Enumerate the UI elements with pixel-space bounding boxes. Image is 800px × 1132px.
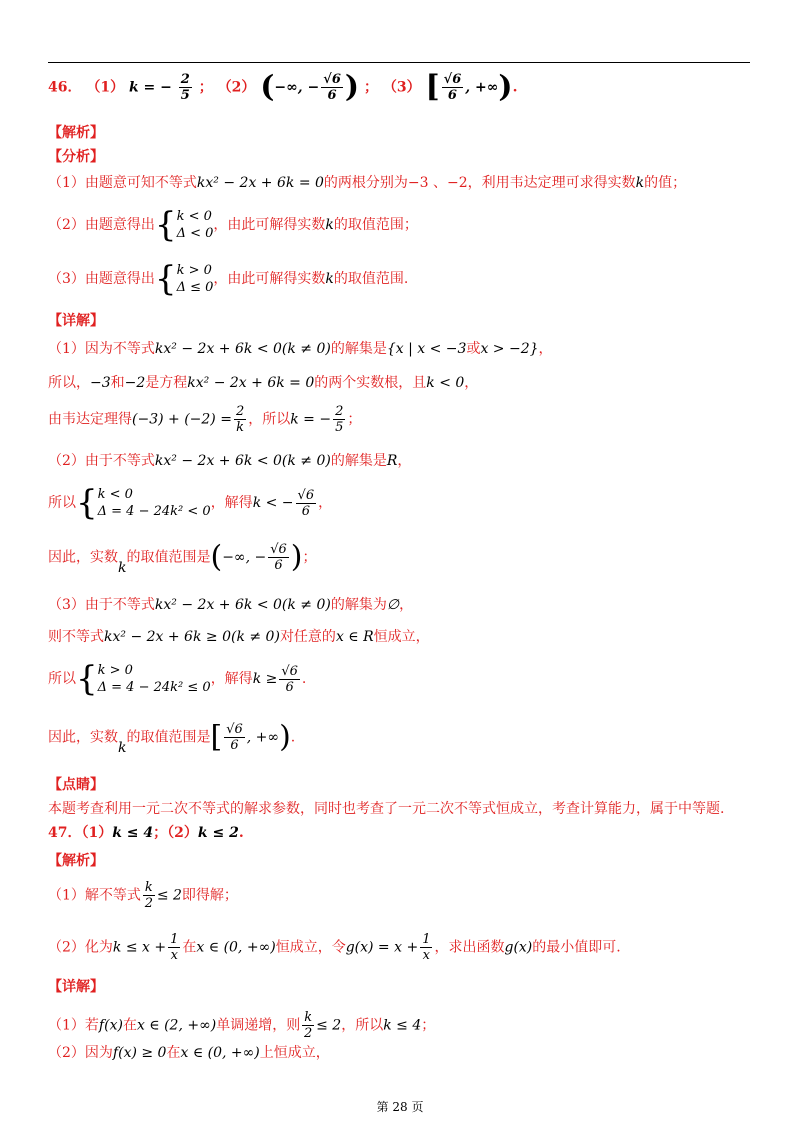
detail-10: 因此，实数k的取值范围是[ $\frac{√6}{6}$ , +∞). [48, 719, 296, 756]
detail-1: （1）因为不等式kx² − 2x + 6k < 0(k ≠ 0)的解集是{x | x < −3或x > −2}， [48, 341, 553, 357]
q47-detail-2: （2）因为f(x) ≥ 0在x ∈ (0, +∞)上恒成立， [48, 1045, 330, 1061]
detail-3: 由韦达定理得(−3) + (−2) = $\frac{2}{k}$ ，所以k = − $\frac{2}{5}$ ； [48, 404, 362, 435]
q46-number: 46． [48, 79, 82, 96]
section-jiexi-47: 【解析】 [48, 853, 104, 869]
summary: 本题考查利用一元二次不等式的解求参数，同时也考查了一元二次不等式恒成立，考查计算能力，属于中等题. [48, 801, 725, 817]
q47-analysis-1: （1）解不等式 $\frac{k}{2}$ ≤ 2即得解； [48, 880, 238, 911]
analysis-2: （2）由题意得出{k < 0 Δ < 0，由此可解得实数k的取值范围； [48, 205, 418, 245]
detail-5: 所以{k < 0 Δ = 4 − 24k² < 0，解得k < − $\frac{√6}{6}$ ， [48, 483, 333, 523]
detail-2: 所以，−3和−2是方程kx² − 2x + 6k = 0的两个实数根，且k < 0， [48, 375, 479, 391]
q47-detail-1: （1）若f(x)在x ∈ (2, +∞)单调递增，则 $\frac{k}{2}$ ≤ 2，所以k ≤ 4； [48, 1010, 436, 1041]
page-footer: 第 28 页 [376, 1100, 424, 1114]
header-rule [48, 62, 750, 63]
q47-analysis-2: （2）化为k ≤ x + $\frac{1}{x}$ 在x ∈ (0, +∞)恒成立，令g(x) = x + $\frac{1}{x}$ ，求出函数g(x)的最小值即可. [48, 932, 621, 963]
q47-number: 47． [48, 825, 82, 841]
section-dianjing: 【点睛】 [48, 777, 104, 793]
detail-6: 因此，实数k的取值范围是(−∞, − $\frac{√6}{6}$ )； [48, 539, 317, 576]
detail-8: 则不等式kx² − 2x + 6k ≥ 0(k ≠ 0)对任意的x ∈ R恒成立， [48, 629, 430, 645]
analysis-3: （3）由题意得出{k > 0 Δ ≤ 0，由此可解得实数k的取值范围. [48, 259, 409, 299]
section-xiangjie-47: 【详解】 [48, 979, 104, 995]
q47-answer: 47．（1）k ≤ 4；（2）k ≤ 2. [48, 825, 244, 841]
detail-7: （3）由于不等式kx² − 2x + 6k < 0(k ≠ 0)的解集为∅， [48, 597, 414, 613]
detail-9: 所以{k > 0 Δ = 4 − 24k² ≤ 0，解得k ≥ $\frac{√6}{6}$ . [48, 659, 307, 699]
analysis-1: （1）由题意可知不等式kx² − 2x + 6k = 0的两根分别为−3 、−2，利用韦达定理可求得实数k的值； [48, 175, 687, 191]
section-jiexi: 【解析】 [48, 125, 104, 141]
q46-answer: 46． （1） k = − $\frac{2}{5}$ ； （2） (−∞, − $\frac{√6}{6}$ ) ； （3） [ $\frac{√6}{6}$ , +∞). [48, 69, 518, 105]
section-xiangjie: 【详解】 [48, 313, 104, 329]
section-fenxi: 【分析】 [48, 149, 104, 165]
detail-4: （2）由于不等式kx² − 2x + 6k < 0(k ≠ 0)的解集是R， [48, 453, 412, 469]
